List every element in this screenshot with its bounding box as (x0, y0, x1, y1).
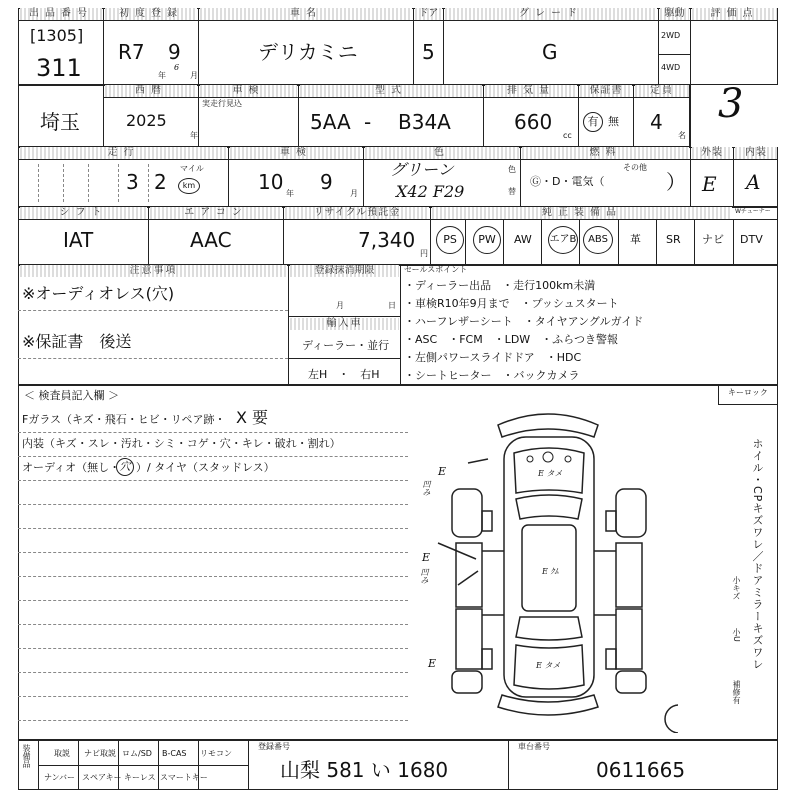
region: 埼玉 (40, 110, 80, 134)
wheel-lf-shape (482, 511, 492, 531)
wheel-lr-shape (482, 649, 492, 669)
acc-navi-manual: ナビ取説 (84, 749, 116, 758)
color-label: 色 (508, 165, 516, 174)
damage-mark-3: E (428, 657, 437, 670)
header-cc: 排気量 (485, 85, 577, 97)
import-dealer: ディーラー・並行 (302, 339, 390, 352)
mileage-unit-km: km (178, 178, 200, 194)
interior-score: A (746, 170, 761, 194)
front-bumper-shape (498, 414, 598, 437)
sales-point-3: ・ハーフレザーシート ・タイヤアングルガイド (404, 315, 644, 328)
header-sales: セールスポイント (404, 265, 468, 274)
import-steering: 左H ・ 右H (308, 368, 380, 381)
reg-plate: 山梨 581 い 1680 (280, 758, 449, 782)
acc-rom-sd: ロム/SD (122, 749, 152, 758)
model-name: デリカミニ (258, 40, 358, 64)
right-rear-door-shape (616, 609, 642, 669)
transmission: IAT (63, 228, 94, 252)
header-fuel: 燃料 (522, 147, 689, 159)
wheel-rf-shape (606, 511, 616, 531)
header-reg-expiry: 登録抹消期限 (290, 265, 399, 277)
acc-spare-key: スペアキー (82, 773, 122, 782)
acc-bcas: B-CAS (162, 749, 187, 758)
right-front-fender-shape (616, 489, 646, 537)
damage-mark-1: E (438, 465, 447, 478)
exterior-score: E (702, 172, 717, 196)
header-warranty: 保証書 (580, 85, 632, 97)
warranty-no: 無 (608, 115, 619, 128)
header-score: 評価点 (692, 8, 777, 20)
western-year: 2025 (126, 111, 167, 130)
header-tuner: Wチューナー (735, 208, 771, 215)
score-value: 3 (718, 81, 744, 127)
sales-point-5: ・左側パワースライドドア ・HDC (404, 351, 582, 364)
inspection-month: 9 (320, 170, 333, 194)
side-vertical-text: ホイル・CPキズワレ／ドアミラーキズワレ (751, 438, 764, 671)
note-1: ※オーディオレス(穴) (22, 284, 175, 303)
equipment-sr: SR (666, 233, 681, 246)
header-regnum: 登録番号 (258, 742, 290, 751)
side-small-1: 小キズ (732, 576, 741, 600)
cc-unit: cc (563, 131, 572, 140)
equipment-airbag: エアB (548, 226, 578, 254)
drive-4wd: 4WD (661, 63, 681, 72)
equipment-ps: PS (436, 226, 464, 254)
sales-point-4: ・ASC ・FCM ・LDW ・ふらつき警報 (404, 333, 619, 346)
warranty-yes: 有 (583, 112, 603, 132)
mileage-digit-1: 3 (126, 170, 139, 194)
header-import: 輸入車 (290, 318, 399, 330)
damage-mark-7: 凹み (422, 480, 431, 496)
color-name: グリーン (390, 160, 454, 179)
model-code-dash: - (364, 110, 372, 134)
color-change-label: 替 (508, 187, 516, 196)
doors-value: 5 (422, 40, 435, 64)
equipment-dtv: DTV (740, 233, 763, 246)
acc-remote: リモコン (200, 749, 232, 758)
inspector-interior: 内装（キズ・スレ・汚れ・シミ・コゲ・穴・キレ・破れ・割れ） (22, 437, 341, 450)
header-aircon: エアコン (150, 207, 282, 219)
year-month: 9 (168, 40, 181, 64)
sales-point-2: ・車検R10年9月まで ・プッシュスタート (404, 297, 619, 310)
sales-point-6: ・シートヒーター ・バックカメラ (404, 369, 580, 382)
color-code: X42 F29 (396, 182, 465, 201)
header-chassis: 車台番号 (518, 742, 550, 751)
header-recycle: リサイクル預託金 (285, 207, 429, 219)
grade-value: G (542, 40, 558, 64)
rear-window-shape (516, 617, 582, 640)
expiry-day: 日 (388, 301, 396, 310)
recycle-fee: 7,340 (358, 228, 416, 252)
sales-point-1: ・ディーラー出品 ・走行100km未満 (404, 279, 596, 292)
inspector-fglass: Fガラス（キズ・飛石・ヒビ・リペア跡・ (22, 413, 226, 426)
header-lot: 出品番号 (20, 8, 102, 20)
inspection-year-unit: 年 (286, 189, 294, 198)
inspector-title: ＜ 検査員記入欄 ＞ (24, 389, 119, 402)
rear-bumper-shape (498, 695, 598, 715)
capacity-value: 4 (650, 110, 663, 134)
mileage-blank-digits (38, 164, 119, 202)
wheel-rr-shape (606, 649, 616, 669)
equipment-abs: ABS (583, 226, 613, 254)
header-mileage: 走行 (20, 147, 227, 159)
drive-2wd: 2WD (661, 31, 681, 40)
header-model: 車名 (200, 8, 412, 20)
area-code: [1305] (30, 26, 84, 45)
auction-sheet (18, 8, 778, 790)
mileage-mile-label: マイル (180, 164, 204, 173)
equipment-aw: AW (514, 233, 532, 246)
left-rear-door-shape (456, 609, 482, 669)
right-rear-fender-shape (616, 671, 646, 693)
equipment-leather: 革 (630, 233, 641, 246)
windshield-shape (516, 495, 582, 519)
note-2: ※保証書 後送 (22, 332, 132, 351)
fuel-close: ） (666, 170, 686, 194)
header-equipment: 純正装備品 (432, 207, 732, 219)
left-rear-fender-shape (452, 671, 482, 693)
inspector-tire: ）/ タイヤ（スタッドレス） (136, 461, 275, 474)
damage-mark-6: E タメ (536, 661, 561, 670)
lot-number: 311 (36, 54, 82, 82)
recycle-unit: 円 (420, 249, 428, 258)
equipment-pw: PW (473, 226, 501, 254)
expiry-month: 月 (336, 301, 344, 310)
inspection-note: 実走行見込 (202, 99, 242, 108)
acc-smart-key: スマートキー (160, 773, 208, 782)
side-small-2: 小U (732, 628, 741, 642)
fglass-mark: X 要 (236, 408, 269, 427)
header-grade: グレード (445, 8, 657, 20)
damage-mark-8: 凹み (420, 568, 429, 584)
header-year: 初度登録 (105, 8, 197, 20)
header-drive: 駆動 (660, 8, 689, 20)
model-code: B34A (398, 110, 451, 134)
chassis-number: 0611665 (596, 758, 686, 782)
model-code-prefix: 5AA (310, 110, 351, 134)
inspector-audio: オーディオ（無し・ (22, 461, 121, 474)
header-type: 型式 (300, 85, 482, 97)
equipment-navi: ナビ (702, 233, 724, 246)
right-front-door-shape (616, 543, 642, 607)
keylock-label: キーロック (728, 388, 768, 397)
header-doors: ドア (415, 8, 442, 20)
side-small-3: 補修有 (732, 680, 741, 704)
capacity-unit: 名 (678, 131, 686, 140)
acc-manual: 取説 (54, 749, 70, 758)
year-era: R7 (118, 40, 145, 64)
mileage-digit-2: 2 (154, 170, 167, 194)
header-capacity: 定員 (635, 85, 689, 97)
inspection-month-unit: 月 (350, 189, 358, 198)
audio-mark: 穴 (116, 458, 134, 476)
inspection-year: 10 (258, 170, 284, 194)
header-interior: 内装 (735, 147, 777, 159)
fuel-options: Ⓖ・D・電気（ (530, 175, 605, 188)
left-front-fender-shape (452, 489, 482, 537)
header-color: 色 (365, 147, 519, 159)
acc-keyless: キーレス (124, 773, 156, 782)
damage-mark-4: E タメ (538, 469, 563, 478)
header-notes: 注意事項 (20, 265, 287, 277)
acc-number: ナンバー (44, 773, 76, 782)
damage-mark-5: E ｸﾑ (542, 567, 559, 576)
header-inspection-2: 車検 (230, 147, 362, 159)
damage-mark-2: E (422, 551, 431, 564)
engine-cc: 660 (514, 110, 553, 134)
header-inspection: 車検 (200, 85, 297, 97)
header-exterior: 外装 (692, 147, 732, 159)
header-shift: シフト (20, 207, 147, 219)
western-unit: 年 (190, 131, 198, 140)
year-unit: 年 (158, 71, 166, 80)
month-unit: 月 (190, 71, 198, 80)
accessory-side-label: 装備品 (22, 744, 31, 768)
header-western: 西暦 (105, 85, 197, 97)
aircon-value: AAC (190, 228, 232, 252)
year-handnote: 6 (174, 63, 180, 72)
fuel-other-label: その他 (623, 163, 647, 172)
